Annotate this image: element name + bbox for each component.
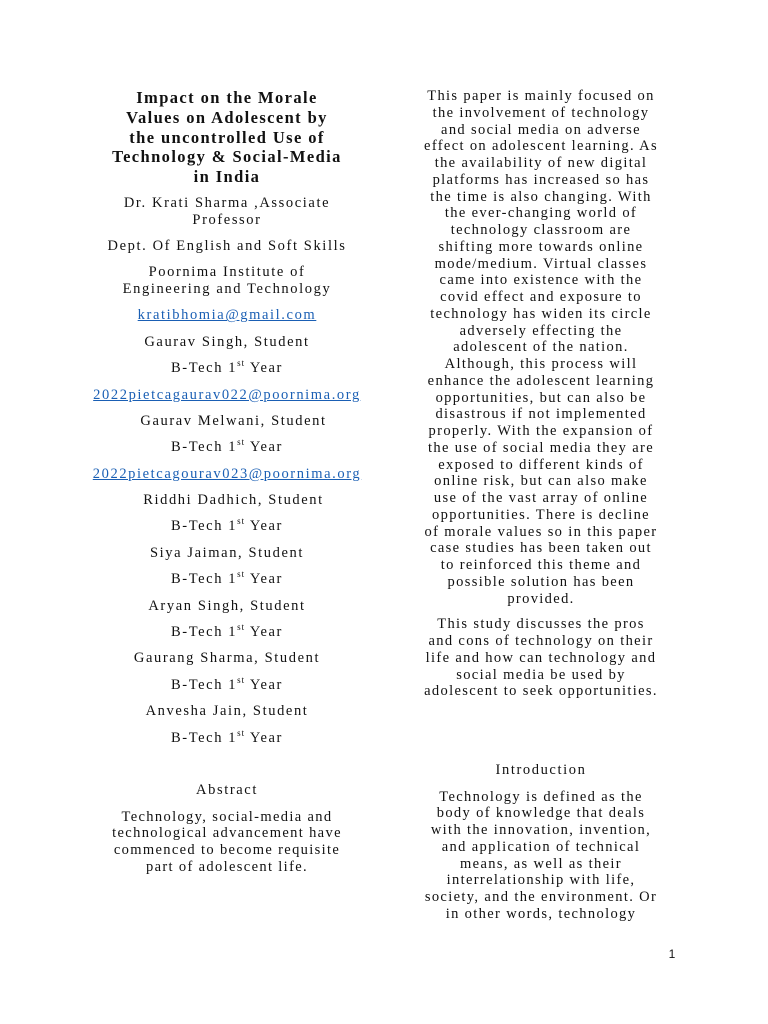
- year-suffix: Year: [245, 571, 283, 588]
- introduction-paragraph: [404, 789, 678, 923]
- paragraph-line: the availability of new digital: [434, 155, 648, 171]
- student-name: Aryan Singh, Student: [148, 597, 306, 614]
- student-email-link[interactable]: [92, 466, 362, 483]
- student-year: [92, 439, 362, 456]
- author-institute: Poornima Institute of Engineering and Technology: [122, 264, 332, 297]
- year-prefix: B-Tech 1: [171, 676, 238, 693]
- paragraph-line: adolescent of the nation.: [453, 339, 629, 356]
- year-suffix: Year: [245, 624, 283, 641]
- title-line: the uncontrolled Use of: [129, 127, 325, 147]
- title-line: Technology & Social-Media: [112, 147, 342, 167]
- abstract-text: [92, 809, 362, 876]
- paragraph-line: adolescent to seek opportunities.: [424, 683, 658, 700]
- email-link[interactable]: 2022pietcagourav023@poornima.org: [92, 465, 362, 482]
- year-suffix: Year: [245, 360, 283, 377]
- title-line: in India: [193, 167, 261, 187]
- paragraph-line: exposed to different kinds of: [438, 456, 644, 473]
- paragraph-line: effect on adolescent learning. As: [424, 138, 658, 155]
- year-prefix: B-Tech 1: [171, 439, 238, 456]
- student-name: Anvesha Jain, Student: [145, 703, 309, 720]
- paragraph-line: technology classroom are: [450, 222, 632, 238]
- year-prefix: B-Tech 1: [171, 729, 238, 746]
- student-name: Gaurang Sharma, Student: [133, 650, 321, 667]
- year-superscript: st: [237, 622, 246, 633]
- paragraph-line: society, and the environment. Or: [424, 889, 658, 906]
- student-year: [92, 571, 362, 588]
- paragraph-line: the ever-changing world of: [444, 205, 638, 222]
- student-name: Gaurav Melwani, Student: [140, 412, 327, 429]
- paragraph-line: the involvement of technology: [432, 104, 650, 121]
- paragraph-line: in other words, technology: [445, 905, 637, 922]
- paragraph-line: came into existence with the: [439, 272, 643, 289]
- year-suffix: Year: [245, 729, 283, 746]
- year-suffix: Year: [245, 676, 283, 693]
- paragraph-line: possible solution has been: [447, 573, 635, 590]
- abstract-line: commenced to become requisite: [113, 842, 341, 859]
- paragraph-line: platforms has increased so has: [432, 171, 650, 188]
- year-superscript: st: [237, 727, 246, 738]
- paragraph-line: and application of technical: [441, 838, 641, 855]
- paragraph-line: Although, this process will: [444, 356, 638, 372]
- abstract-line: part of adolescent life.: [145, 858, 309, 875]
- year-superscript: st: [237, 674, 246, 685]
- right-column: [404, 88, 678, 923]
- abstract-paragraph-2: [404, 616, 678, 700]
- paragraph-line: provided.: [507, 590, 575, 607]
- title-line: Values on Adolescent by: [126, 107, 328, 127]
- paragraph-line: properly. With the expansion of: [428, 423, 654, 439]
- introduction-heading: Introduction: [495, 762, 587, 778]
- student-year: [92, 624, 362, 641]
- paragraph-line: opportunities, but can also be: [435, 389, 647, 406]
- paragraph-line: use of the vast array of online: [433, 490, 649, 506]
- year-suffix: Year: [245, 439, 283, 456]
- paragraph-line: of morale values so in this paper: [424, 523, 658, 540]
- paragraph-line: the time is also changing. With: [430, 188, 652, 205]
- paragraph-line: This paper is mainly focused on: [427, 88, 655, 104]
- paragraph-line: interrelationship with life,: [446, 872, 636, 889]
- author-email-link[interactable]: [92, 307, 362, 324]
- year-suffix: Year: [245, 518, 283, 535]
- paragraph-line: shifting more towards online: [438, 238, 644, 255]
- paragraph-line: case studies has been taken out: [430, 540, 652, 557]
- abstract-line: technological advancement have: [112, 825, 342, 842]
- student-name: Siya Jaiman, Student: [149, 544, 305, 561]
- left-column: [92, 88, 362, 876]
- author-name: Dr. Krati Sharma ,Associate Professor: [123, 194, 331, 228]
- year-superscript: st: [237, 358, 246, 369]
- email-link[interactable]: 2022pietcagaurav022@poornima.org: [93, 386, 361, 403]
- year-prefix: B-Tech 1: [171, 624, 238, 641]
- year-prefix: B-Tech 1: [171, 518, 238, 535]
- year-prefix: B-Tech 1: [171, 360, 238, 377]
- paragraph-line: social media be used by: [456, 666, 626, 683]
- student-name: Riddhi Dadhich, Student: [143, 492, 324, 509]
- student-year: [92, 727, 362, 747]
- paper-title: [92, 88, 362, 187]
- author-department: Dept. Of English and Soft Skills: [107, 237, 347, 254]
- year-superscript: st: [237, 437, 246, 448]
- student-email-link[interactable]: [92, 387, 362, 404]
- paragraph-line: opportunities. There is decline: [432, 506, 650, 523]
- paragraph-line: technology has widen its circle: [430, 305, 652, 322]
- year-superscript: st: [237, 516, 246, 527]
- student-year: [92, 518, 362, 535]
- abstract-paragraph-1: [404, 88, 678, 607]
- year-superscript: st: [237, 569, 246, 580]
- paragraph-line: life and how can technology and: [425, 649, 657, 666]
- student-name: Gaurav Singh, Student: [144, 333, 310, 350]
- year-prefix: B-Tech 1: [171, 571, 238, 588]
- paragraph-line: mode/medium. Virtual classes: [434, 255, 648, 272]
- paragraph-line: the use of social media they are: [428, 439, 654, 456]
- page-number: 1: [668, 947, 676, 961]
- abstract-line: Technology, social-media and: [121, 808, 333, 825]
- paragraph-line: with the innovation, invention,: [430, 822, 652, 839]
- abstract-heading: Abstract: [196, 782, 258, 799]
- paragraph-line: Technology is defined as the: [439, 788, 643, 805]
- paragraph-line: disastrous if not implemented: [435, 406, 647, 423]
- paragraph-line: body of knowledge that deals: [436, 805, 646, 822]
- paragraph-line: online risk, but can also make: [434, 473, 648, 490]
- paragraph-line: to reinforced this theme and: [440, 557, 642, 573]
- student-year: [92, 674, 362, 694]
- paragraph-line: adversely effecting the: [459, 322, 623, 339]
- paragraph-line: and social media on adverse: [441, 121, 641, 138]
- email-link[interactable]: kratibhomia@gmail.com: [137, 307, 317, 324]
- paragraph-line: means, as well as their: [460, 855, 622, 872]
- paragraph-line: This study discusses the pros: [437, 616, 645, 633]
- student-year: [92, 360, 362, 377]
- paragraph-line: and cons of technology on their: [428, 633, 654, 649]
- paragraph-line: enhance the adolescent learning: [427, 372, 655, 389]
- title-line: Impact on the Morale: [136, 88, 318, 107]
- paragraph-line: covid effect and exposure to: [440, 289, 642, 305]
